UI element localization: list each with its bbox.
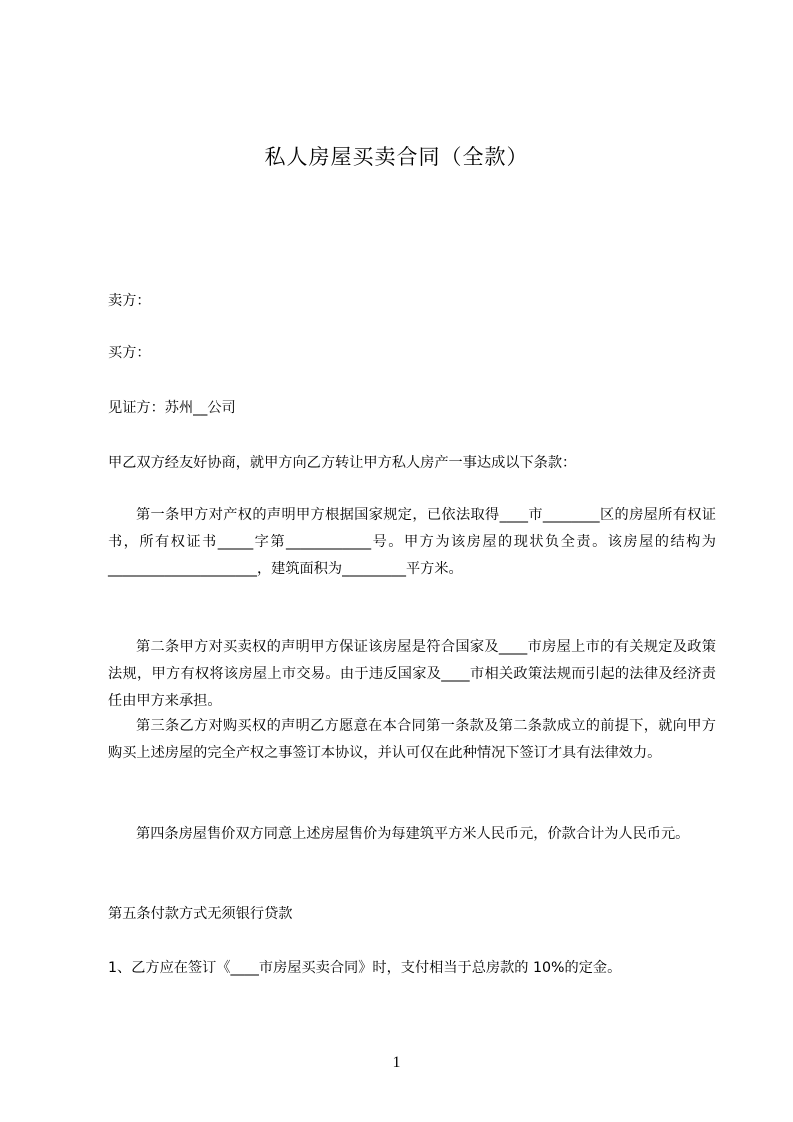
- article-3-paragraph: 第三条乙方对购买权的声明乙方愿意在本合同第一条款及第二条款成立的前提下，就向甲方购买上述房屋的完全产权之事签订本协议，并认可仅在此种情况下签订才具有法律效力。: [108, 718, 716, 761]
- article-5-heading: 第五条付款方式无须银行贷款: [108, 906, 293, 922]
- intro-paragraph: 甲乙双方经友好协商，就甲方向乙方转让甲方私人房产一事达成以下条款：: [108, 455, 577, 471]
- article-2-paragraph: 第二条甲方对买卖权的声明甲方保证该房屋是符合国家及____市房屋上市的有关规定及政策法规，甲方有权将该房屋上市交易。由于违反国家及____市相关政策法规而引起的法律及经济责任由甲方来承担。: [108, 639, 716, 709]
- document-title: 私人房屋买卖合同（全款）: [264, 145, 529, 169]
- article-5-item-1: 1、乙方应在签订《____市房屋买卖合同》时，支付相当于总房款的 10%的定金。: [108, 960, 622, 976]
- page-number: 1: [392, 1054, 401, 1071]
- article-1-paragraph: 第一条甲方对产权的声明甲方根据国家规定，已依法取得____市________区的房屋所有权证书，所有权证书_____字第____________号。甲方为该房屋的现状负全责。该房屋的结构为_____________________，建筑面积为_________平方米。: [108, 507, 716, 577]
- buyer-line: 买方：: [108, 345, 151, 361]
- seller-line: 卖方：: [108, 293, 151, 309]
- article-4-paragraph: 第四条房屋售价双方同意上述房屋售价为每建筑平方米人民币元，价款合计为人民币元。: [136, 826, 690, 842]
- witness-line: 见证方：苏州__公司: [108, 400, 236, 416]
